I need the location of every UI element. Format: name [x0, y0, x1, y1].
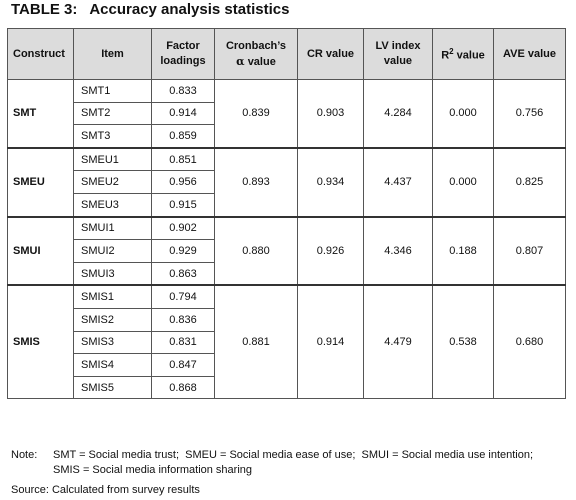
cronbach-cell: 0.893 [215, 148, 298, 217]
item-cell: SMEU2 [74, 171, 152, 194]
header-row [8, 29, 566, 80]
lv-index-cell: 4.437 [364, 148, 433, 217]
factor-loading-cell: 0.847 [152, 354, 215, 377]
header-item: Item [74, 29, 152, 80]
note-line-2: SMIS = Social media information sharing [53, 464, 253, 476]
header-cronbach-line2: value [247, 55, 276, 68]
factor-loading-cell: 0.868 [152, 376, 215, 399]
factor-loading-cell: 0.831 [152, 331, 215, 354]
factor-loading-cell: 0.863 [152, 262, 215, 285]
item-cell: SMUI3 [74, 262, 152, 285]
accuracy-statistics-table [7, 28, 566, 399]
header-lv-line1: LV index [375, 40, 421, 52]
r2-cell: 0.538 [433, 285, 494, 398]
construct-cell: SMIS [8, 285, 74, 398]
factor-loading-cell: 0.851 [152, 148, 215, 171]
header-cronbach-line1: Cronbach’s [225, 39, 287, 52]
factor-loading-cell: 0.915 [152, 193, 215, 216]
cr-cell: 0.934 [298, 148, 364, 217]
cr-cell: 0.926 [298, 217, 364, 286]
factor-loading-cell: 0.794 [152, 285, 215, 308]
r2-cell: 0.000 [433, 148, 494, 217]
cronbach-cell: 0.881 [215, 285, 298, 398]
note-text [53, 448, 573, 478]
ave-cell: 0.807 [494, 217, 566, 286]
header-r2-prefix: R [441, 49, 450, 62]
factor-loading-cell: 0.836 [152, 308, 215, 331]
factor-loading-cell: 0.902 [152, 217, 215, 240]
item-cell: SMT3 [74, 125, 152, 148]
cronbach-cell: 0.880 [215, 217, 298, 286]
lv-index-cell: 4.346 [364, 217, 433, 286]
table-source: Source: Calculated from survey results [11, 484, 200, 496]
note-line-1: SMT = Social media trust; SMEU = Social media ease of use; SMUI = Social media use intention; [53, 449, 534, 461]
header-cronbach-alpha: α [236, 54, 245, 68]
item-cell: SMIS4 [74, 354, 152, 377]
factor-loading-cell: 0.833 [152, 80, 215, 103]
cr-cell: 0.903 [298, 80, 364, 148]
item-cell: SMEU1 [74, 148, 152, 171]
table-row [8, 80, 566, 103]
construct-cell: SMUI [8, 217, 74, 286]
r2-cell: 0.188 [433, 217, 494, 286]
header-r2-value [433, 29, 494, 80]
table-row [8, 217, 566, 240]
header-factor-loadings [152, 29, 215, 80]
header-lv-index [364, 29, 433, 80]
header-r2-sup: 2 [449, 47, 454, 57]
item-cell: SMT2 [74, 102, 152, 125]
cr-cell: 0.914 [298, 285, 364, 398]
item-cell: SMUI1 [74, 217, 152, 240]
construct-cell: SMEU [8, 148, 74, 217]
item-cell: SMUI2 [74, 240, 152, 263]
ave-cell: 0.756 [494, 80, 566, 148]
header-factor-loadings-line1: Factor [166, 40, 200, 52]
table-row [8, 148, 566, 171]
ave-cell: 0.825 [494, 148, 566, 217]
item-cell: SMT1 [74, 80, 152, 103]
item-cell: SMIS3 [74, 331, 152, 354]
lv-index-cell: 4.284 [364, 80, 433, 148]
header-construct: Construct [8, 29, 74, 80]
item-cell: SMEU3 [74, 193, 152, 216]
factor-loading-cell: 0.956 [152, 171, 215, 194]
table-row [8, 285, 566, 308]
header-r2-suffix: value [456, 49, 485, 62]
factor-loading-cell: 0.859 [152, 125, 215, 148]
construct-cell: SMT [8, 80, 74, 148]
factor-loading-cell: 0.914 [152, 102, 215, 125]
lv-index-cell: 4.479 [364, 285, 433, 398]
header-lv-line2: value [383, 55, 413, 67]
table-title: TABLE 3: Accuracy analysis statistics [11, 1, 290, 18]
ave-cell: 0.680 [494, 285, 566, 398]
item-cell: SMIS2 [74, 308, 152, 331]
r2-cell: 0.000 [433, 80, 494, 148]
item-cell: SMIS1 [74, 285, 152, 308]
header-ave-value: AVE value [494, 29, 566, 80]
note-label: Note: [11, 449, 38, 461]
header-factor-loadings-line2: loadings [160, 55, 206, 67]
cronbach-cell: 0.839 [215, 80, 298, 148]
factor-loading-cell: 0.929 [152, 240, 215, 263]
header-cronbach [215, 29, 298, 80]
item-cell: SMIS5 [74, 376, 152, 399]
header-cr-value: CR value [298, 29, 364, 80]
